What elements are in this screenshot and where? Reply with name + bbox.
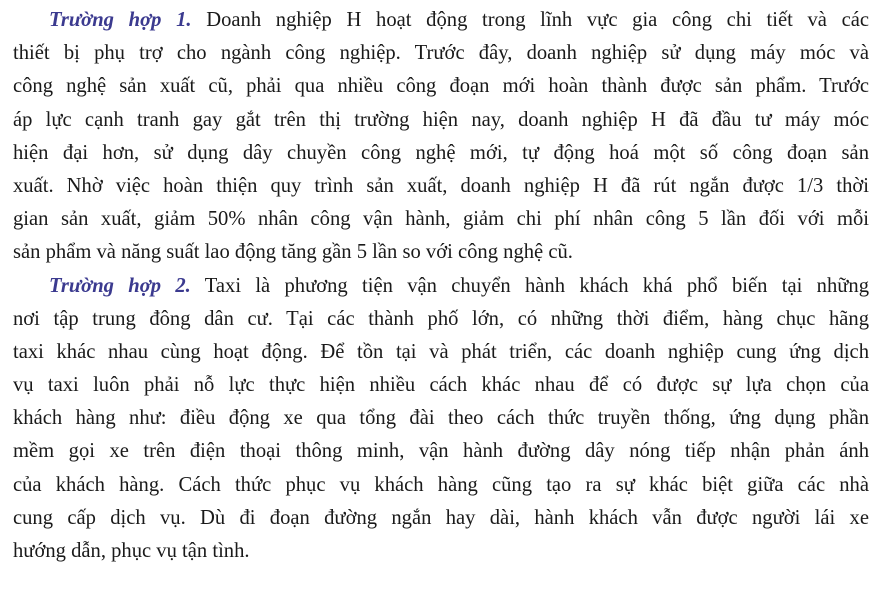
case-2-line-2: nơi tập trung đông dân cư. Tại các thành phố lớn, có những thời điểm, hàng chục hãng [13, 307, 869, 330]
case-1-line-7: gian sản xuất, giảm 50% nhân công vận hành, giảm chi phí nhân công 5 lần đối với mỗi [13, 208, 869, 231]
case-2-line-8: cung cấp dịch vụ. Dù đi đoạn đường ngắn hay dài, hành khách vẫn được người lái xe [13, 506, 869, 529]
case-1-line-6: xuất. Nhờ việc hoàn thiện quy trình sản xuất, doanh nghiệp H đã rút ngắn được 1/3 thời [13, 174, 869, 197]
case-2-line-6: mềm gọi xe trên điện thoại thông minh, vận hành đường dây nóng tiếp nhận phản ánh [13, 440, 869, 463]
case-1-line-3: công nghệ sản xuất cũ, phải qua nhiều công đoạn mới hoàn thành được sản phẩm. Trước [13, 75, 869, 98]
case-2-line-7: của khách hàng. Cách thức phục vụ khách hàng cũng tạo ra sự khác biệt giữa các nhà [13, 473, 869, 496]
case-1-line-8: sản phẩm và năng suất lao động tăng gần 5 lần so với công nghệ cũ. [13, 241, 573, 264]
case-1-line-1-text: Doanh nghiệp H hoạt động trong lĩnh vực gia công chi tiết và các [191, 9, 870, 31]
case-2-line-4: vụ taxi luôn phải nỗ lực thực hiện nhiều cách khác nhau để có được sự lựa chọn của [13, 374, 869, 397]
case-2-line-1 [13, 270, 869, 303]
case-1-line-2: thiết bị phụ trợ cho ngành công nghiệp. Trước đây, doanh nghiệp sử dụng máy móc và [13, 42, 869, 65]
case-1-line-4: áp lực cạnh tranh gay gắt trên thị trường hiện nay, doanh nghiệp H đã đầu tư máy móc [13, 108, 869, 131]
case-2-line-1-text: Taxi là phương tiện vận chuyển hành khách khá phổ biến tại những [190, 274, 869, 297]
document-page [13, 4, 869, 568]
case-2-line-9: hướng dẫn, phục vụ tận tình. [13, 540, 250, 562]
case-1-line-1 [13, 4, 869, 37]
case-1-line-5: hiện đại hơn, sử dụng dây chuyền công nghệ mới, tự động hoá một số công đoạn sản [13, 141, 869, 164]
case-2-line-5: khách hàng như: điều động xe qua tổng đài theo cách thức truyền thống, ứng dụng phần [13, 407, 869, 430]
case-1-label: Trường hợp 1. [49, 9, 192, 31]
case-1-paragraph [13, 4, 869, 270]
case-2-label: Trường hợp 2. [49, 274, 191, 297]
case-2-line-3: taxi khác nhau cùng hoạt động. Để tồn tại và phát triển, các doanh nghiệp cung ứng dịch [13, 340, 869, 363]
case-2-paragraph [13, 270, 869, 569]
